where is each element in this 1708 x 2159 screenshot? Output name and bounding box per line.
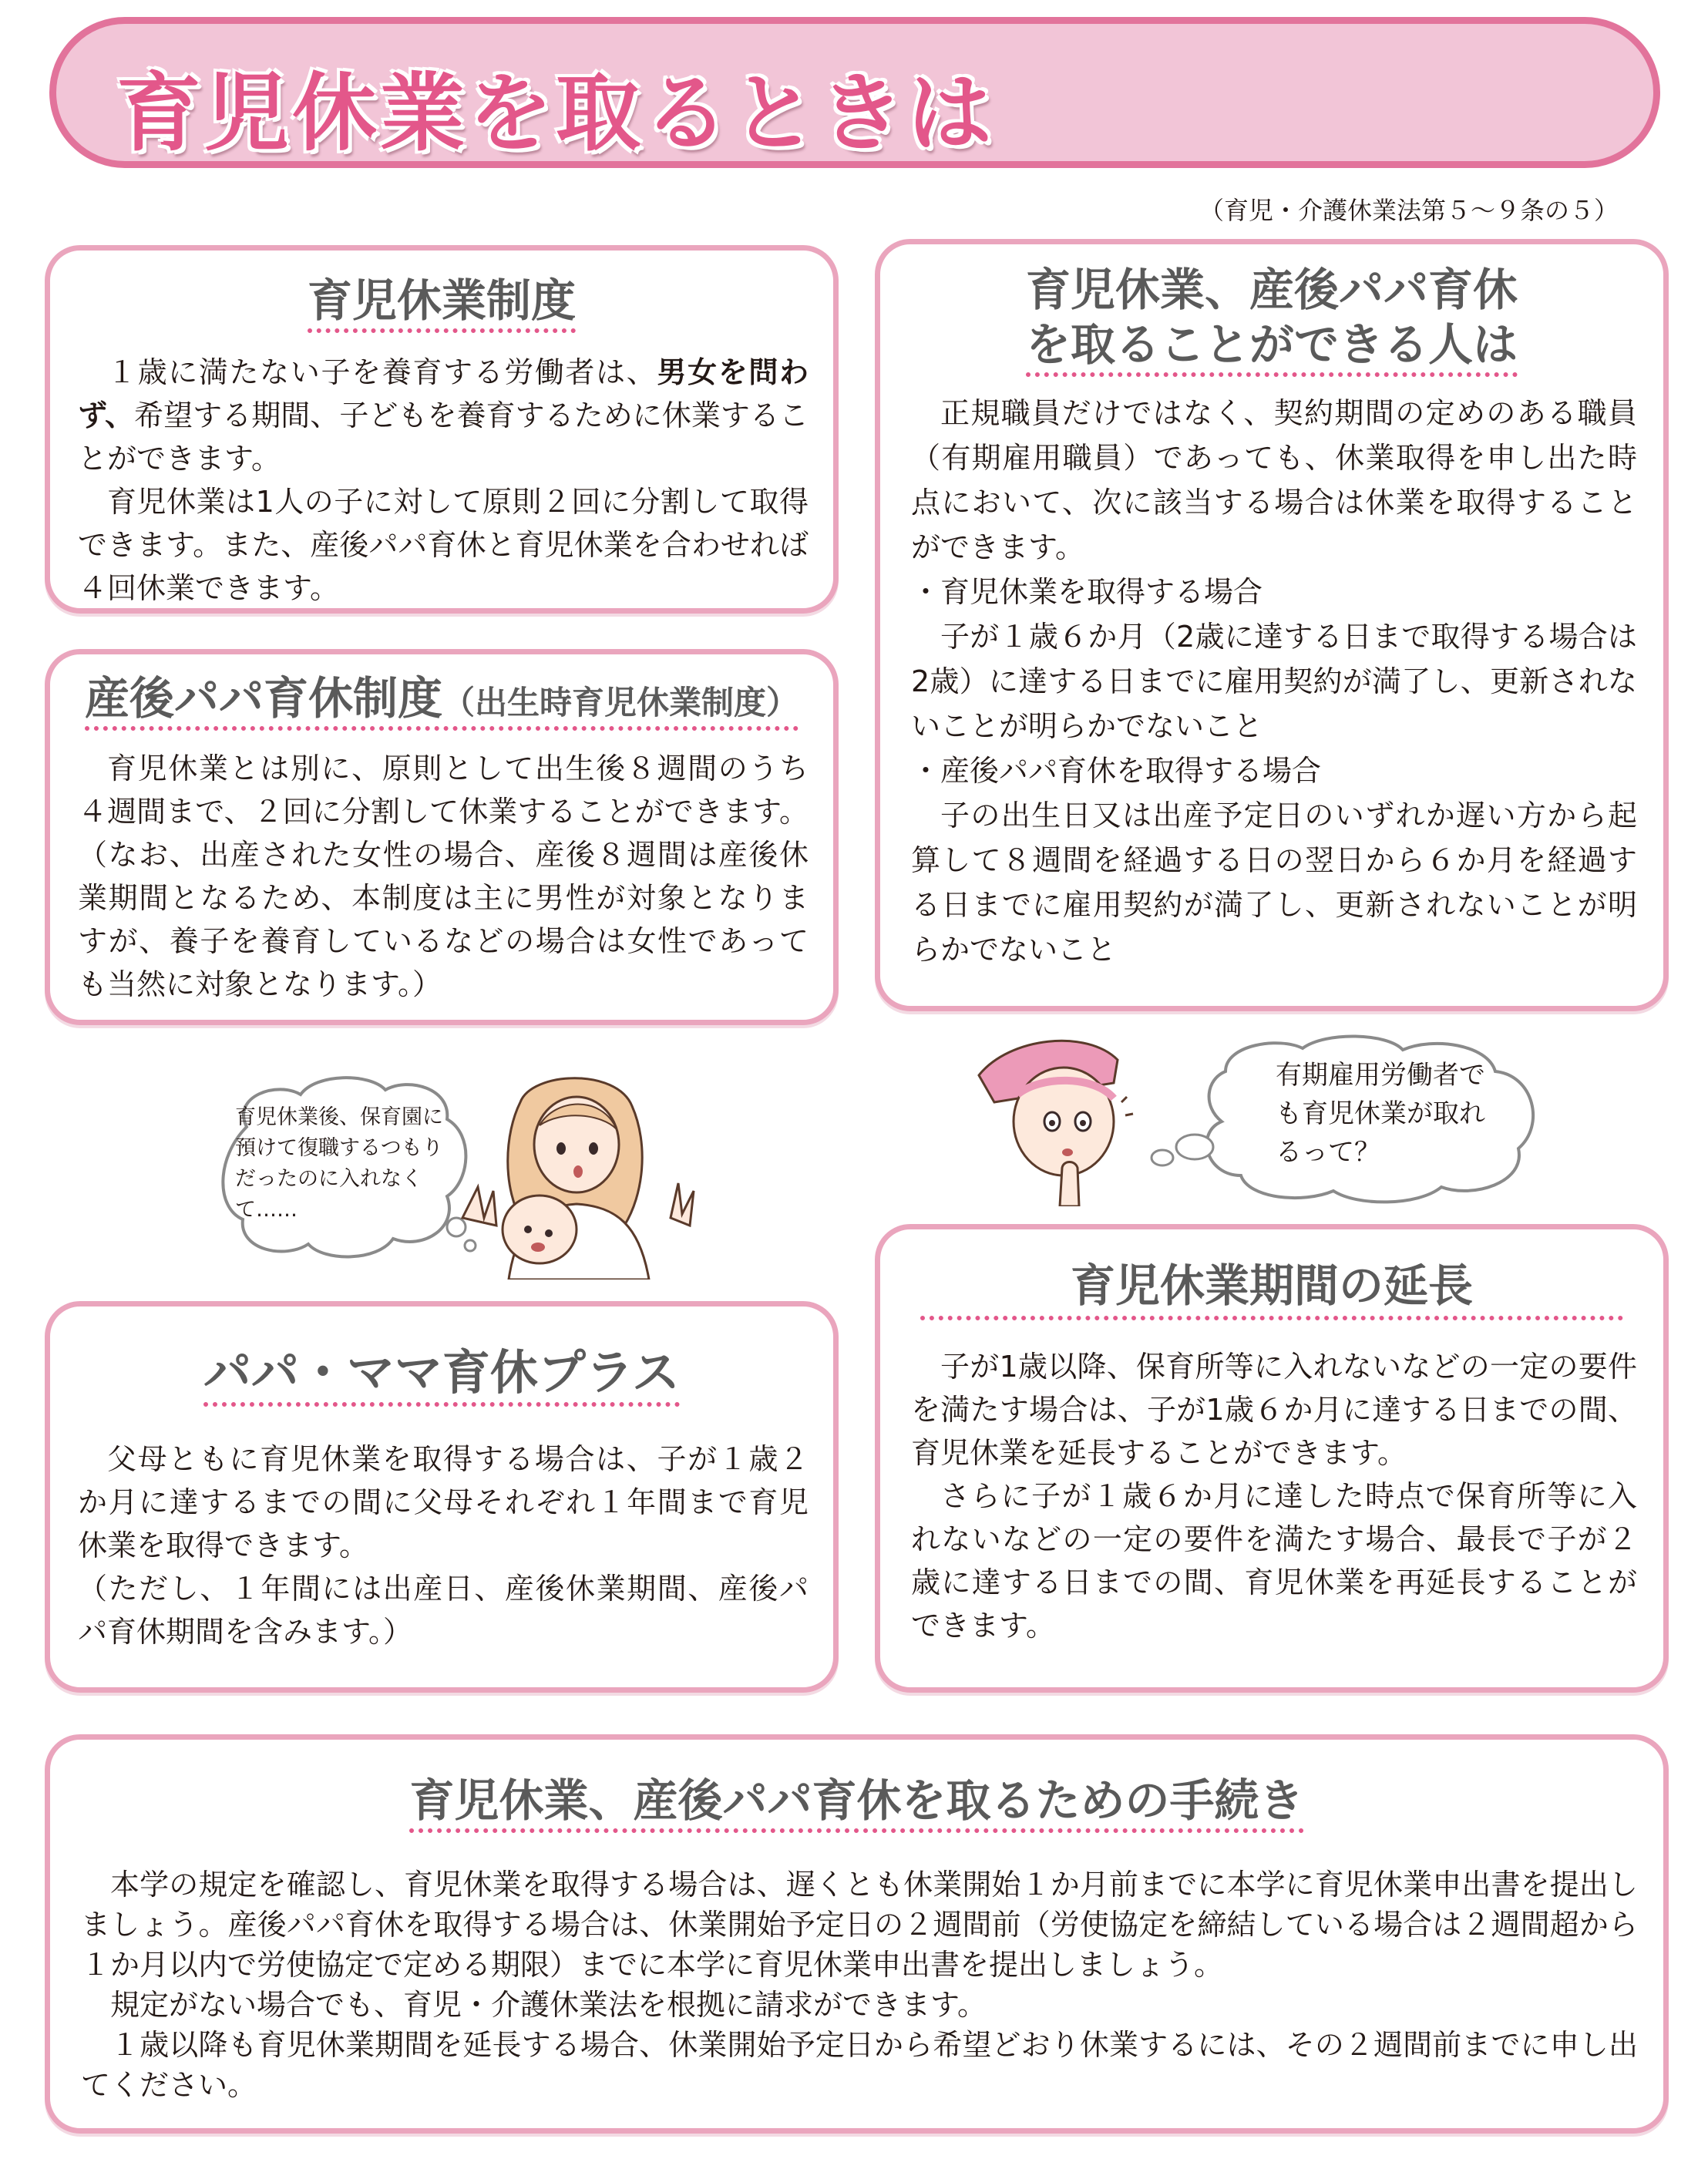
section-who-body: 正規職員だけではなく、契約期間の定めのある職員（有期雇用職員）であっても、休業取得を申し出た時点において、次に該当する場合は休業を取得することができます。 ・育児休業を取得する場合 子が１歳６か月（2歳に達する日まで取得する場合は2歳）に達する日までに雇用契約が満了し、更新されないことが明らかでないこと ・産後パパ育休を取得する場合 子の出生日又は出産予定日のいずれか遅い方から起算して８週間を経過する日の翌日から６か月を経過する日までに雇用契約が満了し、更新されないことが明らかでないこと [911,396,1637,967]
mother-thought-text: 育児休業後、保育園に預けて復職するつもりだったのに入れなくて…… [235,1105,443,1222]
section-procedure-body: 本学の規定を確認し、育児休業を取得する場合は、遅くとも休業開始１か月前までに本学に育児休業申出書を提出しましょう。産後パパ育休を取得する場合は、休業開始予定日の２週間前（労使協定を締結している場合は２週間超から１か月以内で労使協定で定める期限）までに本学に育児休業申出書を提出しましょう。 規定がない場合でも、育児・介護休業法を根拠に請求ができます。 １歳以降も育児休業期間を延長する場合、休業開始予定日から希望どおり休業するには、その２週間前までに申し出てください。 [81,1868,1638,2102]
section-papa-body: 育児休業とは別に、原則として出生後８週間のうち４週間まで、２回に分割して休業することができます。（なお、出産された女性の場合、産後８週間は産後休業期間となるため、本制度は主に男性が対象となりますが、養子を養育しているなどの場合は女性であっても当然に対象となります。） [78,752,809,1001]
section-ikuji-body: １歳に満たない子を養育する労働者は、男女を問わず、希望する期間、子どもを養育するために休業することができます。 育児休業は1人の子に対して原則２回に分割して取得できます。また、産後パパ育休と育児休業を合わせれば４回休業できます。 [78,355,809,605]
section-procedure [45,1734,1669,2134]
section-plus-title: パパ・ママ育休プラス [50,1343,833,1402]
section-procedure-title: 育児休業、産後パパ育休を取るための手続き [50,1774,1663,1828]
section-who [875,239,1669,1011]
section-ikuji-title: 育児休業制度 [50,274,833,328]
page-title: 育児休業を取るときは [116,64,995,163]
mother-baby-illustration [447,1071,701,1280]
section-plus [45,1301,839,1693]
section-extend-body: 子が1歳以降、保育所等に入れないなどの一定の要件を満たす場合は、子が1歳６か月に達する日までの間、育児休業を延長することができます。 さらに子が１歳６か月に達した時点で保育所等に入れないなどの一定の要件を満たす場合、最長で子が２歳に達する日までの間、育児休業を再延長することができます。 [911,1350,1637,1643]
section-ikuji [45,245,839,614]
section-extend [875,1224,1669,1693]
section-plus-body: 父母ともに育児休業を取得する場合は、子が１歳２か月に達するまでの間に父母それぞれ１年間まで育児休業を取得できます。 （ただし、１年間には出産日、産後休業期間、産後パパ育休期間を含みます。） [78,1442,809,1649]
worker-thought-text: 有期雇用労働者でも育児休業が取れるって？ [1276,1060,1485,1168]
worker-illustration [963,1029,1148,1206]
section-extend-divider [920,1316,1623,1320]
section-papa [45,649,839,1025]
legal-reference: （育児・介護休業法第５～９条の５） [1199,196,1619,225]
title-banner [49,17,1660,168]
section-papa-title: 産後パパ育休制度（出生時育児休業制度） [50,671,833,726]
section-extend-title: 育児休業期間の延長 [1070,1259,1473,1312]
section-who-title: 育児休業、産後パパ育休 を取ることができる人は [880,263,1663,372]
